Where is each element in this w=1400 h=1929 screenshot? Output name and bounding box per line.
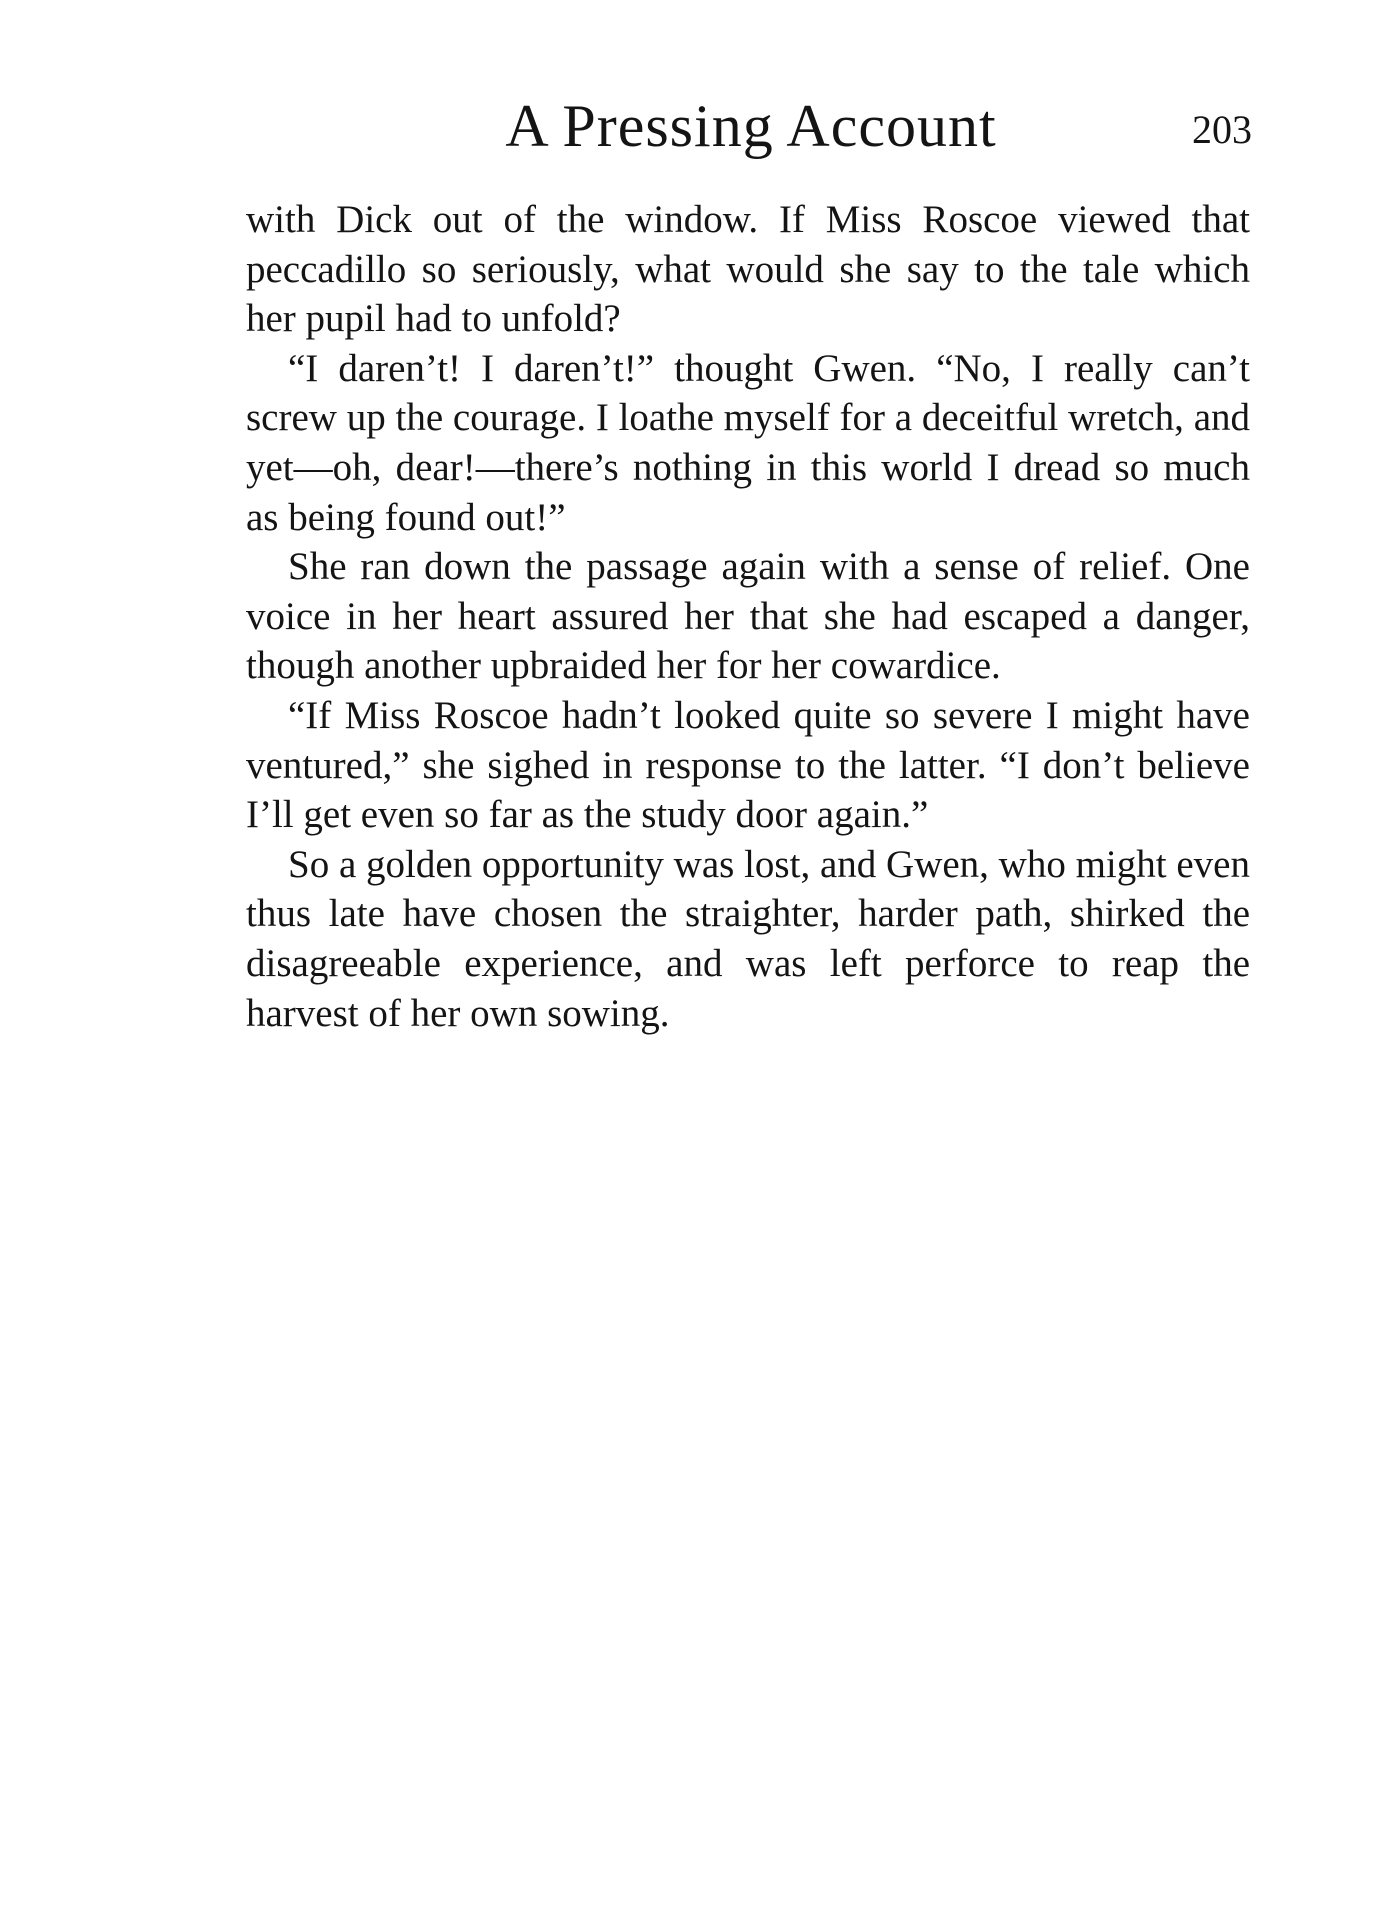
page-number: 203 xyxy=(1192,107,1252,152)
paragraph-continuation: with Dick out of the window. If Miss Roscoe viewed that peccadillo so seriously, what would she say to the tale which her pupil had to unfold? xyxy=(246,198,1250,341)
paragraph-golden-opportunity: So a golden opportunity was lost, and Gwen, who might even thus late have chosen the straighter, harder path, shirked the disagreeable experience, and was left perforce to reap the harvest of her own sowing. xyxy=(246,842,1250,1035)
paragraph-gwen-thought: “I daren’t! I daren’t!” thought Gwen. “No, I really can’t screw up the courage. I loathe myself for a deceitful wretch, and yet—oh, dear!—there’s nothing in this world I dread so much as being found out!” xyxy=(246,346,1250,539)
paragraph-miss-roscoe: “If Miss Roscoe hadn’t looked quite so severe I might have ventured,” she sighed in response to the latter. “I don’t believe I’ll get even so far as the study door again.” xyxy=(246,693,1250,837)
body-text xyxy=(246,195,1250,1038)
running-title: A Pressing Account xyxy=(505,93,997,159)
paragraph-passage: She ran down the passage again with a sense of relief. One voice in her heart assured her that she had escaped a danger, though another upbraided her for her cowardice. xyxy=(246,545,1250,688)
running-head xyxy=(246,86,1256,166)
